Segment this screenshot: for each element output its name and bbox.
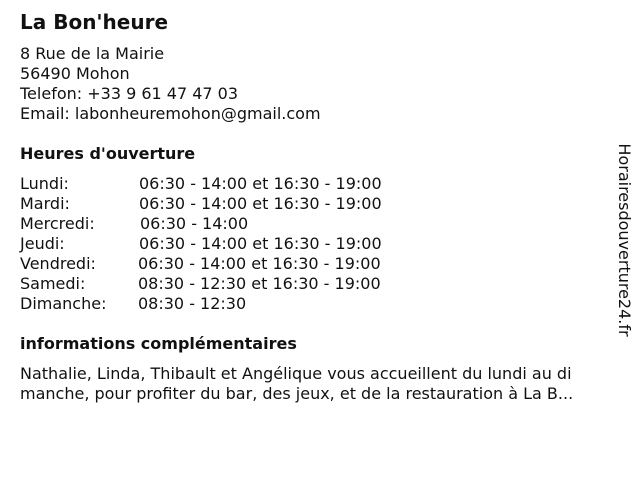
- hours-row-friday: [20, 254, 382, 274]
- hours-row-thursday: [20, 234, 382, 254]
- hours-time: 06:30 - 14:00 et 16:30 - 19:00: [139, 234, 382, 253]
- email-address: Email: labonheuremohon@gmail.com: [20, 104, 321, 123]
- hours-day: Dimanche:: [20, 294, 107, 313]
- hours-time: 06:30 - 14:00 et 16:30 - 19:00: [138, 254, 381, 273]
- hours-row-tuesday: [20, 194, 382, 214]
- hours-day: Lundi:: [20, 174, 69, 193]
- hours-row-saturday: [20, 274, 382, 294]
- additional-info-heading: informations complémentaires: [20, 334, 297, 353]
- info-line: manche, pour profiter du bar, des jeux, et de la restauration à La B...: [20, 384, 574, 403]
- hours-day: Jeudi:: [20, 234, 65, 253]
- hours-day: Mardi:: [20, 194, 70, 213]
- opening-hours-heading: Heures d'ouverture: [20, 144, 196, 163]
- additional-info-text: [20, 364, 630, 404]
- hours-time: 08:30 - 12:30 et 16:30 - 19:00: [138, 274, 381, 293]
- hours-day: Vendredi:: [20, 254, 96, 273]
- hours-time: 06:30 - 14:00 et 16:30 - 19:00: [139, 174, 382, 193]
- hours-row-monday: [20, 174, 382, 194]
- hours-time: 06:30 - 14:00 et 16:30 - 19:00: [139, 194, 382, 213]
- address-street: 8 Rue de la Mairie: [20, 44, 165, 63]
- opening-hours-table: [20, 174, 382, 314]
- contact-block: [20, 44, 321, 124]
- hours-day: Mercredi:: [20, 214, 95, 233]
- hours-time: 06:30 - 14:00: [140, 214, 249, 233]
- hours-day: Samedi:: [20, 274, 86, 293]
- site-watermark: Horairesdouverture24.fr: [615, 143, 634, 337]
- business-name: La Bon'heure: [20, 10, 169, 34]
- hours-row-sunday: [20, 294, 382, 314]
- hours-time: 08:30 - 12:30: [138, 294, 247, 313]
- address-city: 56490 Mohon: [20, 64, 130, 83]
- info-line: Nathalie, Linda, Thibault et Angélique vous accueillent du lundi au di: [20, 364, 572, 383]
- hours-row-wednesday: [20, 214, 382, 234]
- phone-number: Telefon: +33 9 61 47 47 03: [20, 84, 239, 103]
